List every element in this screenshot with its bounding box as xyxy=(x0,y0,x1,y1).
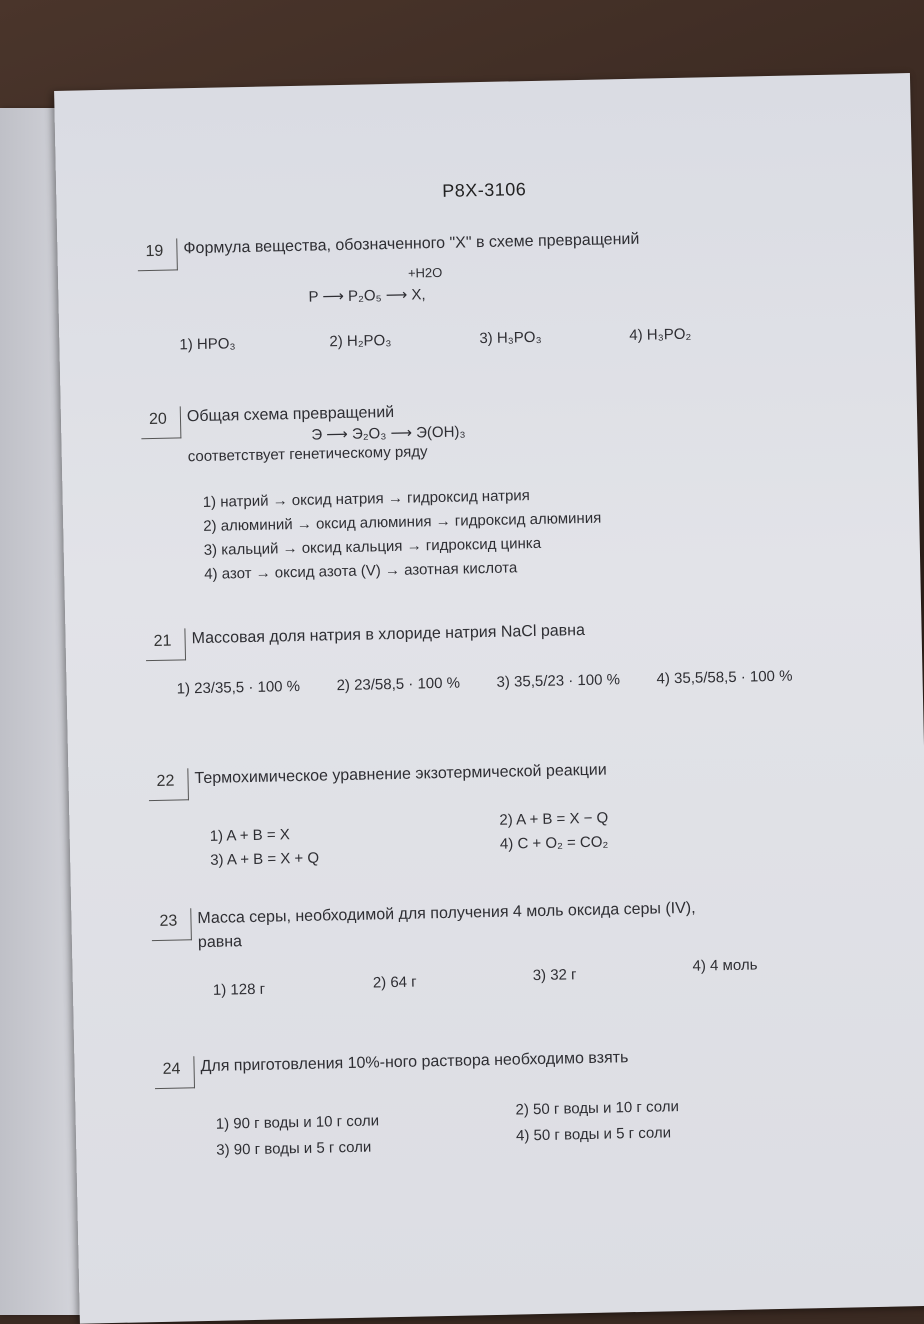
question-number: 20 xyxy=(141,406,182,439)
scheme: P ⟶ P₂O₅ ⟶ X, xyxy=(308,286,426,306)
scheme-reagent: +H2O xyxy=(407,264,443,281)
option-1: 1) 23/35,5 · 100 % xyxy=(176,677,301,698)
question-number: 22 xyxy=(148,768,189,801)
question-text: Для приготовления 10%-ного раствора необходимо взять xyxy=(200,1049,629,1076)
option-3: 3) кальций → оксид кальция → гидроксид цинка xyxy=(203,534,542,559)
option-2: 2) H₂PO₃ xyxy=(329,331,392,351)
option-3: 3) H₃PO₃ xyxy=(479,328,542,348)
option-3: 3) 90 г воды и 5 г соли xyxy=(216,1138,372,1159)
question-19 xyxy=(137,225,839,360)
option-2: 2) 50 г воды и 10 г соли xyxy=(515,1098,680,1119)
option-1: 1) HPO₃ xyxy=(179,335,236,354)
test-sheet xyxy=(54,73,924,1324)
question-text: Термохимическое уравнение экзотермической реакции xyxy=(194,761,607,788)
question-21 xyxy=(145,615,847,730)
option-1: 1) 90 г воды и 10 г соли xyxy=(215,1112,380,1133)
question-number: 21 xyxy=(145,628,186,661)
question-20 xyxy=(141,393,845,588)
option-4: 4) азот → оксид азота (V) → азотная кислота xyxy=(204,559,518,583)
question-23 xyxy=(151,894,853,1019)
question-24 xyxy=(154,1042,856,1167)
question-text: Масса серы, необходимой для получения 4 моль оксида серы (IV), xyxy=(197,899,696,928)
option-4: 4) 35,5/58,5 · 100 % xyxy=(656,667,793,688)
option-2: 2) 23/58,5 · 100 % xyxy=(336,674,461,695)
option-3: 3) 32 г xyxy=(532,966,577,985)
option-4: 4) C + O₂ = CO₂ xyxy=(499,833,609,853)
scheme: Э ⟶ Э₂O₃ ⟶ Э(OH)₃ xyxy=(311,423,466,444)
question-number: 23 xyxy=(151,908,192,941)
question-text: Массовая доля натрия в хлориде натрия NaCl равна xyxy=(191,621,586,648)
option-1: 1) 128 г xyxy=(212,980,266,999)
question-text-2: соответствует генетическому ряду xyxy=(187,443,428,466)
question-text: Общая схема превращений xyxy=(186,403,395,426)
test-code: P8X-3106 xyxy=(442,179,527,201)
question-number: 19 xyxy=(137,238,178,271)
option-1: 1) A + B = X xyxy=(209,826,290,845)
option-2: 2) 64 г xyxy=(372,973,417,992)
option-4: 4) 50 г воды и 5 г соли xyxy=(515,1124,672,1145)
question-22 xyxy=(148,754,850,879)
option-1: 1) натрий → оксид натрия → гидроксид натрия xyxy=(202,487,531,511)
question-text: Формула вещества, обозначенного "X" в схеме превращений xyxy=(183,230,640,258)
question-number: 24 xyxy=(154,1056,195,1089)
option-3: 3) A + B = X + Q xyxy=(210,849,320,869)
question-text-2: равна xyxy=(197,933,243,952)
option-4: 4) H₃PO₂ xyxy=(629,325,692,344)
option-2: 2) A + B = X − Q xyxy=(499,809,609,829)
option-3: 3) 35,5/23 · 100 % xyxy=(496,671,621,691)
option-2: 2) алюминий → оксид алюминия → гидроксид алюминия xyxy=(203,509,602,535)
option-4: 4) 4 моль xyxy=(692,956,758,975)
